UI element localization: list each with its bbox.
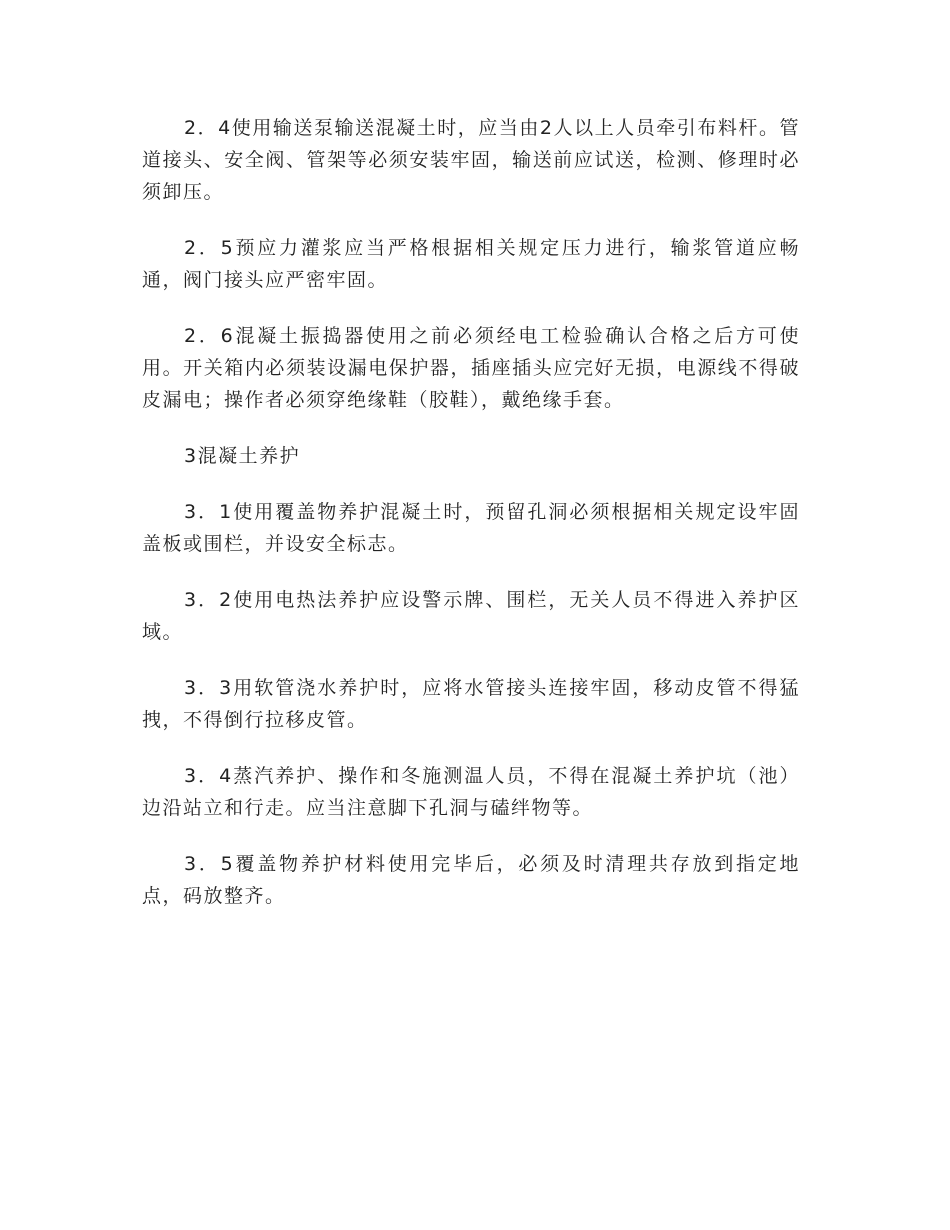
paragraph-2-6: 2．6混凝土振捣器使用之前必须经电工检验确认合格之后方可使用。开关箱内必须装设漏电保护器，插座插头应完好无损，电源线不得破皮漏电；操作者必须穿绝缘鞋（胶鞋），戴绝缘手套。 xyxy=(142,325,800,411)
paragraph-2-4: 2．4使用输送泵输送混凝土时，应当由2人以上人员牵引布料杆。管道接头、安全阀、管架等必须安装牢固，输送前应试送，检测、修理时必须卸压。 xyxy=(142,117,800,203)
paragraph-3-3: 3．3用软管浇水养护时，应将水管接头连接牢固，移动皮管不得猛拽，不得倒行拉移皮管。 xyxy=(142,677,800,731)
section-heading-3: 3混凝土养护 xyxy=(184,445,301,467)
paragraph-3-1: 3．1使用覆盖物养护混凝土时，预留孔洞必须根据相关规定设牢固盖板或围栏，并设安全标志。 xyxy=(142,501,800,555)
paragraph-3-4: 3．4蒸汽养护、操作和冬施测温人员，不得在混凝土养护坑（池）边沿站立和行走。应当注意脚下孔洞与磕绊物等。 xyxy=(142,765,800,819)
paragraph-2-5: 2．5预应力灌浆应当严格根据相关规定压力进行，输浆管道应畅通，阀门接头应严密牢固。 xyxy=(142,237,800,291)
paragraph-3-2: 3．2使用电热法养护应设警示牌、围栏，无关人员不得进入养护区域。 xyxy=(142,589,800,643)
paragraph-3-5: 3．5覆盖物养护材料使用完毕后，必须及时清理共存放到指定地点，码放整齐。 xyxy=(142,853,800,907)
